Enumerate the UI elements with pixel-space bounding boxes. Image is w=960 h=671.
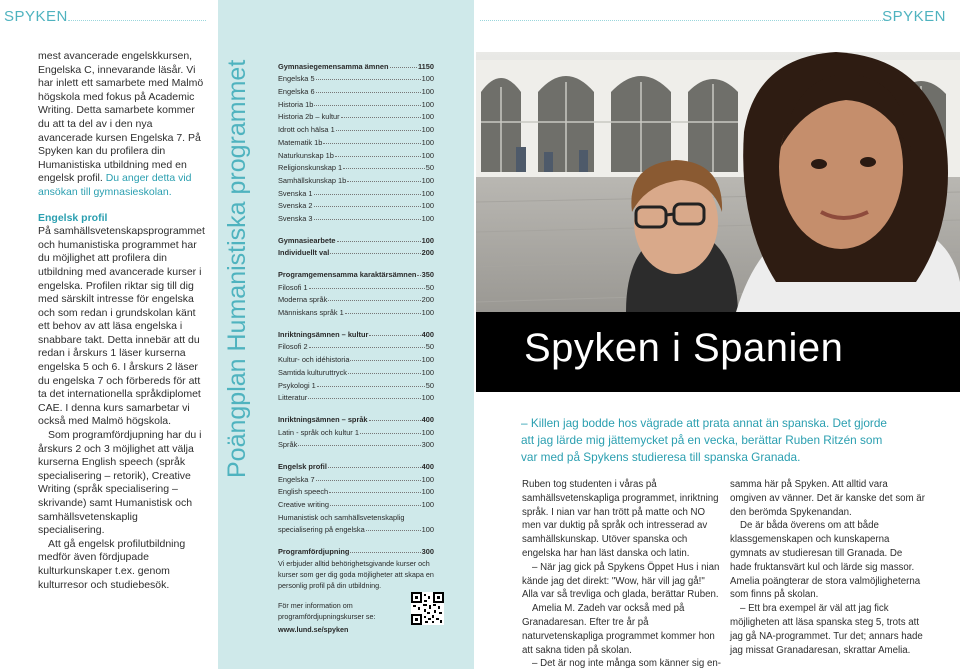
course-points: 100 xyxy=(421,188,434,198)
left-text-column xyxy=(38,50,206,592)
course-name: Människans språk 1 xyxy=(278,308,344,318)
course-name: Språk xyxy=(278,440,298,450)
course-name: Filosofi 2 xyxy=(278,342,308,352)
paragraph: Som programfördjupning har du i årskurs 2 och 3 möjlighet att välja kurserna English speech (språk specialisering – retorik), Creative Writing (språk specialisering – skrivande) samt Humanistisk och samhällsvetenskaplig specialisering. xyxy=(38,429,202,537)
course-name: Programfördjupning xyxy=(278,547,350,557)
course-points: 100 xyxy=(421,474,434,484)
dot-leader xyxy=(369,335,420,336)
points-row xyxy=(278,147,434,160)
paragraph: Amelia M. Zadeh var också med på Granadaresan. Efter tre år på naturvetenskapliga programmet kommer hon att sakna tiden på skolan. xyxy=(522,603,715,656)
course-name: Samhällskunskap 1b xyxy=(278,175,347,185)
course-points: 50 xyxy=(425,163,434,173)
points-row xyxy=(278,304,434,317)
article-title: Spyken i Spanien xyxy=(524,326,844,370)
course-name: Svenska 1 xyxy=(278,188,313,198)
dot-leader xyxy=(341,117,421,118)
dot-leader xyxy=(330,505,421,506)
course-points: 400 xyxy=(421,461,434,471)
course-points: 350 xyxy=(421,270,434,279)
article-column-2 xyxy=(730,478,926,657)
points-row xyxy=(278,339,434,352)
course-points: 50 xyxy=(425,342,434,352)
points-row xyxy=(278,351,434,364)
course-name: Filosofi 1 xyxy=(278,282,308,292)
course-name: Naturkunskap 1b xyxy=(278,150,334,160)
dot-leader xyxy=(314,206,421,207)
article-title-bar xyxy=(476,312,960,392)
fordjupning-note: Vi erbjuder alltid behörighetsgivande kurser och kurser som ger dig goda möjligheter att skapa en personlig profil på din utbildning. xyxy=(278,559,434,591)
dot-leader xyxy=(337,241,421,242)
course-points: 50 xyxy=(425,282,434,292)
dot-leader xyxy=(316,92,421,93)
dot-leader xyxy=(328,467,421,468)
points-row xyxy=(278,266,434,279)
course-name: Gymnasiegemensamma ämnen xyxy=(278,61,389,71)
points-group xyxy=(278,411,434,449)
points-row xyxy=(278,245,434,258)
course-points: 100 xyxy=(421,487,434,497)
course-points: 300 xyxy=(421,547,434,557)
course-points: 200 xyxy=(421,248,434,258)
course-name: Kultur- och idéhistoria xyxy=(278,355,350,365)
course-points: 200 xyxy=(421,295,434,305)
section-heading: Engelsk profil xyxy=(38,211,108,224)
dot-leader xyxy=(360,433,421,434)
dot-leader xyxy=(309,347,425,348)
dot-leader xyxy=(348,373,421,374)
course-points: 400 xyxy=(421,329,434,339)
article-lead: – Killen jag bodde hos vägrade att prata annat än spanska. Det gjorde att jag lärde mig jättemycket på en vecka, berättar Ruben Ritzén som var med på Spykens studieresa till spanska Granada. xyxy=(521,416,887,464)
points-row xyxy=(278,292,434,305)
course-name: Gymnasiearbete xyxy=(278,235,336,245)
course-name: Samtida kulturuttryck xyxy=(278,367,348,377)
points-row xyxy=(278,279,434,292)
header-right: SPYKEN xyxy=(882,8,946,25)
points-row xyxy=(278,390,434,403)
course-points: 100 xyxy=(421,87,434,97)
dot-leader xyxy=(309,288,425,289)
dot-leader xyxy=(347,181,420,182)
paragraph: De är båda överens om att både klassgemenskapen och kunskaperna gymnats av studieresan till Granada. De hade fruktansvärt kul och lärde sig massor. Amelia poängterar de stora valmöjligheterna som finns på skolan. xyxy=(730,520,921,601)
dot-leader xyxy=(369,420,421,421)
dot-leader xyxy=(308,398,420,399)
points-row xyxy=(278,326,434,339)
course-name: Psykologi 1 xyxy=(278,380,316,390)
points-row xyxy=(278,185,434,198)
paragraph: – När jag gick på Spykens Öppet Hus i nian kände jag det direkt: "Wow, här vill jag gå!" Alla var så trevliga och glada, berättar Ruben. xyxy=(522,561,720,601)
dot-leader xyxy=(323,143,420,144)
dot-leader xyxy=(366,530,421,531)
course-points: 100 xyxy=(421,125,434,135)
course-name: English speech xyxy=(278,487,329,497)
points-row xyxy=(278,210,434,223)
course-name: Individuellt val xyxy=(278,248,330,258)
course-name: Historia 2b – kultur xyxy=(278,112,340,122)
course-name: Programgemensamma karaktärsämnen xyxy=(278,270,417,279)
course-name: specialisering på engelska xyxy=(278,525,365,535)
course-name: Inriktningsämnen – kultur xyxy=(278,329,369,339)
course-points: 100 xyxy=(421,137,434,147)
course-points: 100 xyxy=(421,367,434,377)
points-row xyxy=(278,424,434,437)
dot-leader xyxy=(350,360,420,361)
points-row xyxy=(278,121,434,134)
course-name: Svenska 3 xyxy=(278,213,313,223)
points-row xyxy=(278,484,434,497)
course-points: 100 xyxy=(421,235,434,245)
points-group xyxy=(278,326,434,402)
course-points: 100 xyxy=(421,213,434,223)
paragraph: mest avancerade engelskkursen, Engelska C, innevarande läsår. Vi har inlett ett samarbete med Malmö högskola med fokus på Academic Writing. Detta samarbete kommer du att ta del av i den nya avancerade kursen Engelska 7. På Spyken kan du profilera din Humanistiska utbildning med en engelsk profil. Du anger detta vid ansökan till gymnasieskolan. xyxy=(38,50,204,198)
article-column-1 xyxy=(522,478,722,671)
course-name: Humanistisk och samhällsvetenskaplig xyxy=(278,512,405,522)
dot-leader xyxy=(343,168,425,169)
points-row xyxy=(278,377,434,390)
teal-sentence: Du anger detta vid ansökan till gymnasieskolan. xyxy=(38,172,192,198)
dot-leader xyxy=(314,194,421,195)
dot-leader xyxy=(390,67,417,68)
points-table xyxy=(278,58,434,635)
course-name: Moderna språk xyxy=(278,295,328,305)
points-row xyxy=(278,198,434,211)
course-points: 100 xyxy=(421,112,434,122)
points-row xyxy=(278,83,434,96)
dot-leader xyxy=(298,445,420,446)
course-name: Historia 1b xyxy=(278,99,314,109)
points-row xyxy=(278,522,434,535)
points-row xyxy=(278,496,434,509)
course-name: Matematik 1b xyxy=(278,137,323,147)
course-name: Litteratur xyxy=(278,393,308,403)
points-row xyxy=(278,471,434,484)
dot-leader xyxy=(336,130,421,131)
course-name: Inriktningsämnen – språk xyxy=(278,414,368,424)
points-row xyxy=(278,437,434,450)
course-points: 100 xyxy=(421,150,434,160)
course-points: 300 xyxy=(421,440,434,450)
paragraph: På samhällsvetenskapsprogrammet och humanistiska programmet har du möjlighet att profilera din utbildning med avancerade kurser i engelska. Profilen riktar sig till dig med särskilt intresse för engelska och som redan i grundskolan känt ett behov av att läsa engelska i snabbare takt. Detta innebär att du redan i årskurs 1 läser kurserna engelska 5 och 6. I årskurs 2 läser du engelska 7 och förbereds för att ta det internationella språkdiplomet CAE. I denna kurs samarbetar vi också med Malmö högskola. xyxy=(38,225,205,428)
header-left: SPYKEN xyxy=(4,8,68,25)
points-row xyxy=(278,96,434,109)
points-row xyxy=(278,109,434,122)
points-row xyxy=(278,134,434,147)
points-row xyxy=(278,232,434,245)
course-points: 100 xyxy=(421,74,434,84)
photo-students xyxy=(476,52,960,312)
paragraph: samma här på Spyken. Att alltid vara omgiven av vänner. Det är kanske det som är den berömda Spykenandan. xyxy=(730,479,925,518)
vertical-title: Poängplan Humanistiska programmet xyxy=(223,59,251,478)
dot-leader xyxy=(314,219,421,220)
course-name: Religionskunskap 1 xyxy=(278,163,343,173)
points-row xyxy=(278,364,434,377)
course-name: Engelska 5 xyxy=(278,74,315,84)
dot-leader xyxy=(330,253,420,254)
dot-leader xyxy=(329,492,421,493)
course-points: 100 xyxy=(421,308,434,318)
points-row xyxy=(278,58,434,71)
course-name: Engelsk profil xyxy=(278,461,327,471)
qr-code[interactable] xyxy=(411,592,444,625)
course-points: 100 xyxy=(421,355,434,365)
dot-leader xyxy=(335,156,421,157)
course-points: 100 xyxy=(421,393,434,403)
dot-leader xyxy=(317,386,425,387)
paragraph: – Det är nog inte många som känner sig en- xyxy=(532,658,722,670)
header-dotted-rule xyxy=(480,20,885,21)
course-points: 400 xyxy=(421,414,434,424)
points-row xyxy=(278,172,434,185)
points-row xyxy=(278,543,434,556)
more-info-text: För mer information om programfördjupningskurser se: xyxy=(278,601,376,622)
course-name: Creative writing xyxy=(278,500,329,509)
course-points: 50 xyxy=(425,380,434,390)
course-points: 1150 xyxy=(417,61,434,71)
dot-leader xyxy=(316,79,421,80)
dot-leader xyxy=(314,105,420,106)
dot-leader xyxy=(328,300,420,301)
course-points: 100 xyxy=(421,99,434,109)
points-group xyxy=(278,266,434,317)
points-group xyxy=(278,58,434,223)
qr-code-icon xyxy=(411,592,444,625)
course-points: 100 xyxy=(421,500,434,509)
points-group xyxy=(278,543,434,591)
dot-leader xyxy=(345,313,421,314)
course-points: 100 xyxy=(421,525,434,535)
photo-illustration xyxy=(476,52,960,312)
points-group xyxy=(278,232,434,257)
course-name: Latin - språk och kultur 1 xyxy=(278,427,359,437)
course-points: 100 xyxy=(421,175,434,185)
course-points: 100 xyxy=(421,427,434,437)
course-points: 100 xyxy=(421,201,434,211)
course-name: Engelska 7 xyxy=(278,474,315,484)
course-name: Svenska 2 xyxy=(278,201,313,211)
points-row xyxy=(278,458,434,471)
points-row xyxy=(278,160,434,173)
course-name: Engelska 6 xyxy=(278,87,315,97)
info-url[interactable]: www.lund.se/spyken xyxy=(278,625,349,635)
dot-leader xyxy=(417,275,420,276)
paragraph: – Ett bra exempel är väl att jag fick möjligheten att läsa spanska steg 5, trots att jag gå NA-programmet. Tur det; annars hade jag missat Granadaresan, skrattar Amelia. xyxy=(730,603,923,656)
paragraph: Att gå engelsk profilutbildning medför även fördjupade kulturkunskaper t.ex. genom kulturresor och studiebesök. xyxy=(38,537,186,591)
points-group xyxy=(278,458,434,534)
points-row xyxy=(278,71,434,84)
dot-leader xyxy=(316,480,421,481)
dot-leader xyxy=(350,552,420,553)
points-row xyxy=(278,411,434,424)
course-name: Idrott och hälsa 1 xyxy=(278,125,335,135)
header-dotted-rule xyxy=(68,20,206,21)
paragraph: Ruben tog studenten i våras på samhällsvetenskapliga programmet, inriktning språk. I nian var han trött på matte och NO men var duktig på språk och intresserad av samhällskunskap. Utöver spanska och engelska har han läst danska och latin. xyxy=(522,479,719,559)
